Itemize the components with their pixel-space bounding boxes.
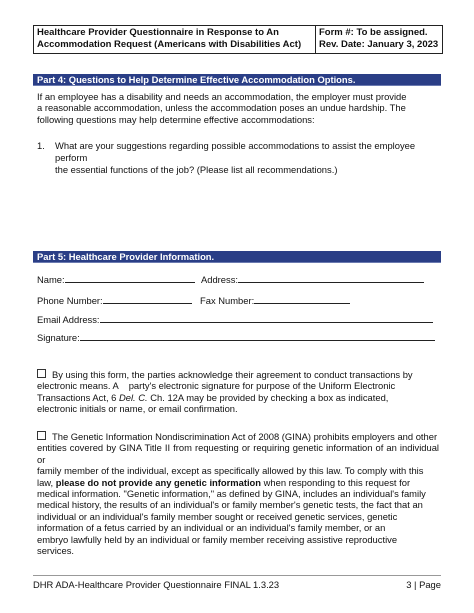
gina-line5: medical information. "Genetic information," as defined by GINA, includes an individual's family (37, 488, 426, 500)
form-title-line1: Healthcare Provider Questionnaire in Response to An (37, 27, 279, 38)
name-field[interactable] (37, 273, 195, 286)
esign-line2: electronic means. A party's electronic signature for purpose of the Uniform Electronic (37, 380, 396, 392)
page-footer (33, 575, 441, 591)
revision-date: Rev. Date: January 3, 2023 (319, 39, 439, 50)
phone-input-line[interactable] (103, 294, 192, 304)
part4-intro-line3: following questions may help determine effective accommodations: (37, 113, 315, 125)
part4-intro-line1: If an employee has a disability and needs an accommodation, the employer must provide (37, 91, 407, 102)
name-label: Name: (37, 274, 65, 285)
esign-line3-b: Ch. 12A may be provided by checking a box as indicated, (147, 391, 389, 403)
gina-line1 (37, 431, 439, 442)
gina-line8: information of a fetus carried by an individual or an individual's family member, or an (37, 522, 386, 534)
form-header (33, 25, 443, 54)
esign-checkbox-icon[interactable] (37, 369, 46, 378)
gina-line9: embryo lawfully held by an individual or family member receiving assistive reproductive (37, 533, 398, 545)
part5-heading: Part 5: Healthcare Provider Information. (33, 251, 441, 263)
form-title (34, 26, 316, 53)
esign-line3 (37, 392, 439, 403)
esign-line3-a: Transactions Act, 6 (37, 391, 119, 403)
name-input-line[interactable] (65, 273, 195, 283)
gina-line7: individual or an individual's family member sought or received genetic services, genetic (37, 510, 398, 522)
gina-line4-bold: please do not provide any genetic information (55, 476, 262, 488)
form-number: Form #: To be assigned. (319, 27, 428, 38)
gina-line10: services. (37, 545, 74, 557)
address-label: Address: (201, 274, 238, 285)
esign-line1 (37, 369, 439, 380)
email-label: Email Address: (37, 314, 100, 325)
fax-field[interactable] (200, 294, 350, 307)
gina-line4-a: law, (37, 476, 56, 488)
address-input-line[interactable] (238, 273, 424, 283)
gina-line6: medical history, the results of an individual's or family member's genetic tests, the fact that an (37, 499, 423, 511)
gina-line1-text: The Genetic Information Nondiscrimination Act of 2008 (GINA) prohibits employers and other (52, 431, 438, 442)
question-1-line2: the essential functions of the job? (Please list all recommendations.) (55, 164, 338, 175)
gina-line3: family member of the individual, except as specifically allowed by this law. To comply with this (37, 465, 424, 477)
phone-label: Phone Number: (37, 295, 103, 306)
email-field[interactable] (37, 313, 433, 326)
footer-document-name: DHR ADA-Healthcare Provider Questionnaire FINAL 1.3.23 (33, 579, 280, 590)
part4-heading: Part 4: Questions to Help Determine Effective Accommodation Options. (33, 74, 441, 86)
signature-input-line[interactable] (80, 331, 435, 341)
gina-line4-b: when responding to this request for (261, 476, 411, 488)
footer-page-number: 3 | Page (406, 579, 441, 590)
question-1-line1: What are your suggestions regarding possible accommodations to assist the employee perform (55, 140, 416, 163)
address-field[interactable] (201, 273, 424, 286)
esign-line3-italic: Del. C. (118, 391, 148, 403)
gina-line2: entities covered by GINA Title II from requesting or requiring genetic information of an individual or (37, 442, 439, 465)
gina-checkbox-icon[interactable] (37, 431, 46, 440)
gina-line4 (37, 477, 439, 488)
signature-label: Signature: (37, 332, 80, 343)
fax-label: Fax Number: (200, 295, 255, 306)
esign-line1-text: By using this form, the parties acknowledge their agreement to conduct transactions by (52, 369, 413, 380)
signature-field[interactable] (37, 331, 435, 344)
email-input-line[interactable] (100, 313, 433, 323)
part4-intro-line2: a reasonable accommodation, unless the accommodation poses an undue hardship. The (37, 102, 406, 114)
gina-paragraph (37, 431, 439, 556)
question-1-text (55, 140, 447, 176)
form-meta (316, 26, 442, 53)
form-title-line2: Accommodation Request (Americans with Disabilities Act) (37, 39, 302, 50)
esign-line4: electronic initials or name, or email confirmation. (37, 403, 238, 415)
esign-paragraph (37, 369, 439, 415)
phone-field[interactable] (37, 294, 192, 307)
fax-input-line[interactable] (254, 294, 350, 304)
part4-intro (37, 91, 439, 125)
question-1-number: 1. (37, 140, 45, 151)
